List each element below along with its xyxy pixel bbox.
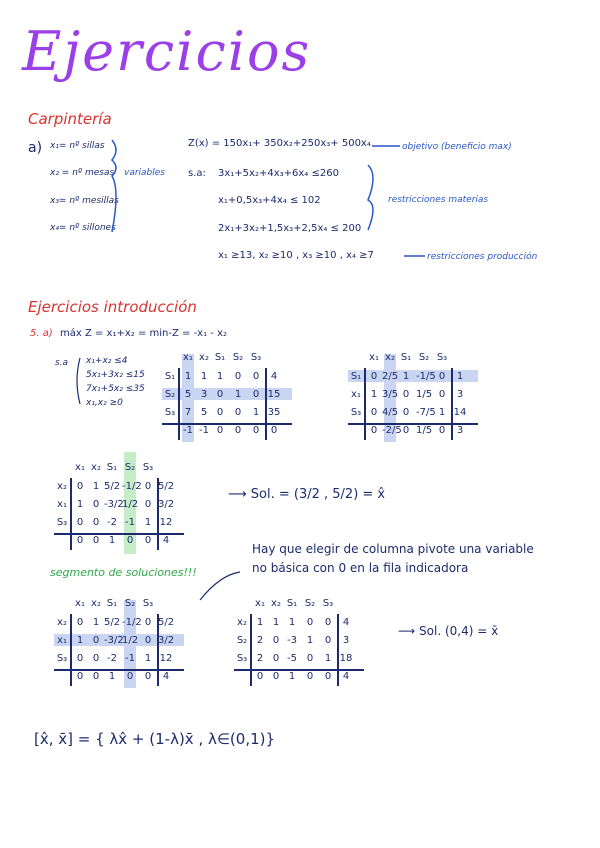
table-cell: -1/2: [122, 617, 142, 628]
pivot-note-line-2: no básica con 0 en la fila indicadora: [252, 561, 469, 575]
row-label: S₂: [236, 635, 248, 646]
table-cell: 0: [92, 671, 100, 682]
table-cell: 1: [108, 671, 116, 682]
table-cell: 0: [306, 653, 314, 664]
table-cell: 1: [256, 617, 264, 628]
table-cell: 0: [402, 407, 410, 418]
table-cell: 0: [272, 653, 280, 664]
table-cell: 12: [159, 517, 173, 528]
table-cell: 1: [234, 389, 242, 400]
table-cell: 1: [200, 371, 208, 382]
row-label: S₁: [350, 371, 362, 382]
table-cell: 3: [200, 389, 208, 400]
constraint2-4: x₁,x₂ ≥0: [86, 398, 123, 408]
column-header: S₃: [142, 462, 154, 473]
table-cell: 1/5: [416, 389, 433, 400]
row-label: x₂: [237, 617, 247, 628]
table-cell: -3: [287, 635, 297, 646]
table-cell: 3: [342, 635, 350, 646]
table-cell: -1/2: [122, 481, 142, 492]
solution-1: ⟶ Sol. = (3/2 , 5/2) = x̂: [228, 487, 386, 502]
table-cell: 1: [216, 371, 224, 382]
table-cell: 0: [324, 617, 332, 628]
table-cell: 0: [92, 517, 100, 528]
table-cell: 0: [126, 671, 134, 682]
column-header: x₁: [255, 598, 265, 609]
column-header: S₁: [106, 598, 118, 609]
table-cell: 0: [126, 535, 134, 546]
arrow-icon: ⟶: [228, 487, 251, 502]
table-cell: 2/5: [382, 371, 399, 382]
column-header: S₁: [286, 598, 298, 609]
table-cell: 2: [256, 635, 264, 646]
table-cell: 0: [402, 425, 410, 436]
row-label: S₃: [56, 653, 68, 664]
solution-2: ⟶ Sol. (0,4) = x̄: [398, 624, 499, 638]
constraint-3: 2x₁+3x₂+1,5x₃+2,5x₄ ≤ 200: [218, 223, 362, 234]
table-cell: 0: [216, 407, 224, 418]
table-cell: 0: [438, 425, 446, 436]
table-cell: 5/2: [104, 617, 121, 628]
table-cell: 1/2: [122, 635, 139, 646]
table-cell: 0: [438, 389, 446, 400]
table-cell: 0: [234, 425, 242, 436]
table-cell: 0: [306, 617, 314, 628]
table-cell: 1: [92, 481, 100, 492]
table-cell: 0: [402, 389, 410, 400]
table-cell: 3: [456, 389, 464, 400]
production-constraints: x₁ ≥13, x₂ ≥10 , x₃ ≥10 , x₄ ≥7: [218, 250, 374, 261]
row-label: x₁: [351, 389, 361, 400]
table-cell: 1: [144, 517, 152, 528]
table-cell: 1: [324, 653, 332, 664]
row-label: x₁: [57, 635, 67, 646]
column-header: S₂: [418, 352, 430, 363]
table-cell: 3/2: [158, 499, 175, 510]
table-cell: 0: [272, 635, 280, 646]
constraint2-2: 5x₁+3x₂ ≤15: [86, 370, 145, 380]
table-cell: 4: [162, 535, 170, 546]
sa2-label: s.a: [55, 358, 69, 368]
row-label: S₃: [236, 653, 248, 664]
column-header: S₃: [322, 598, 334, 609]
table-cell: 1: [144, 653, 152, 664]
exercise-label-5a: 5. a): [30, 328, 53, 339]
row-label: x₁: [57, 499, 67, 510]
table-cell: 0: [144, 499, 152, 510]
table-cell: 5: [200, 407, 208, 418]
table-cell: 0: [324, 671, 332, 682]
table-cell: 0: [252, 389, 260, 400]
table-cell: 5: [184, 389, 192, 400]
table-cell: 0: [144, 671, 152, 682]
table-cell: 1: [306, 635, 314, 646]
pivot-note-line-1: Hay que elegir de columna pivote una variable: [252, 542, 534, 556]
table-cell: -1: [199, 425, 209, 436]
row-label: S₃: [350, 407, 362, 418]
column-header: S₃: [436, 352, 448, 363]
table-cell: 1: [456, 371, 464, 382]
table-cell: 0: [324, 635, 332, 646]
table-cell: 1: [76, 499, 84, 510]
row-label: S₁: [164, 371, 176, 382]
table-cell: 4: [162, 671, 170, 682]
table-cell: 0: [144, 635, 152, 646]
table-cell: 1: [108, 535, 116, 546]
table-cell: 3: [456, 425, 464, 436]
table-cell: -1: [125, 653, 135, 664]
table-cell: 1: [184, 371, 192, 382]
table-cell: 0: [76, 535, 84, 546]
exercise-label-a: a): [28, 140, 43, 156]
table-cell: 0: [92, 653, 100, 664]
table-cell: 5/2: [158, 617, 175, 628]
table-cell: 0: [438, 371, 446, 382]
table-cell: 0: [144, 535, 152, 546]
sa-label: s.a:: [188, 168, 206, 179]
table-cell: 2: [256, 653, 264, 664]
column-header: S₃: [250, 352, 262, 363]
table-cell: 1: [92, 617, 100, 628]
column-header: x₁: [75, 598, 85, 609]
table-cell: 0: [370, 371, 378, 382]
table-cell: -1: [183, 425, 193, 436]
var-x3: x₃= nº mesillas: [50, 196, 119, 206]
table-cell: 0: [76, 653, 84, 664]
table-cell: 4/5: [382, 407, 399, 418]
table-cell: 0: [252, 371, 260, 382]
table-cell: -2/5: [382, 425, 402, 436]
column-header: x₂: [271, 598, 281, 609]
problem-statement: máx Z = x₁+x₂ = min-Z = -x₁ - x₂: [60, 328, 228, 339]
table-cell: 0: [252, 425, 260, 436]
constraint-1: 3x₁+5x₂+4x₃+6x₄ ≤260: [218, 168, 339, 179]
table-cell: 0: [272, 671, 280, 682]
table-cell: 15: [267, 389, 281, 400]
table-cell: 18: [339, 653, 353, 664]
column-header: S₁: [106, 462, 118, 473]
var-x1: x₁= nº sillas: [50, 141, 105, 151]
table-cell: 1: [288, 617, 296, 628]
table-cell: 1: [370, 389, 378, 400]
table-cell: -2: [107, 517, 117, 528]
table-cell: 0: [234, 371, 242, 382]
column-header: S₂: [304, 598, 316, 609]
table-cell: 0: [76, 481, 84, 492]
table-cell: -3/2: [104, 499, 124, 510]
table-cell: 0: [144, 481, 152, 492]
row-label: S₂: [164, 389, 176, 400]
table-cell: 1: [252, 407, 260, 418]
table-cell: 1: [272, 617, 280, 628]
column-header: x₁: [183, 352, 193, 363]
column-header: S₂: [124, 462, 136, 473]
table-cell: 3/2: [158, 635, 175, 646]
arrow-icon: ⟶: [398, 624, 420, 638]
column-header: S₂: [232, 352, 244, 363]
row-label: x₂: [57, 617, 67, 628]
column-header: x₂: [385, 352, 395, 363]
table-cell: 0: [370, 407, 378, 418]
table-cell: 5/2: [104, 481, 121, 492]
section-heading-carpinteria: Carpintería: [28, 110, 112, 128]
constraint2-3: 7x₁+5x₂ ≤35: [86, 384, 145, 394]
table-cell: 12: [159, 653, 173, 664]
table-cell: 0: [306, 671, 314, 682]
objective-function: Z(x) = 150x₁+ 350x₂+250x₃+ 500x₄: [188, 138, 371, 149]
table-cell: 1: [438, 407, 446, 418]
table-cell: -3/2: [104, 635, 124, 646]
table-cell: 0: [76, 617, 84, 628]
objective-note: objetivo (beneficio max): [402, 142, 512, 152]
column-header: x₁: [75, 462, 85, 473]
column-header: x₂: [199, 352, 209, 363]
table-cell: 0: [370, 425, 378, 436]
var-x4: x₄= nº sillones: [50, 223, 116, 233]
table-cell: 4: [342, 671, 350, 682]
table-cell: 0: [92, 499, 100, 510]
table-cell: 0: [76, 517, 84, 528]
column-header: S₁: [400, 352, 412, 363]
column-header: x₂: [91, 598, 101, 609]
constraint-2: x₁+0,5x₃+4x₄ ≤ 102: [218, 195, 321, 206]
page-title: Ejercicios: [22, 20, 312, 83]
row-label: x₂: [57, 481, 67, 492]
table-cell: -5: [287, 653, 297, 664]
table-cell: 0: [144, 617, 152, 628]
vars-note: variables: [124, 168, 165, 178]
table-cell: -1/5: [416, 371, 436, 382]
column-header: x₂: [91, 462, 101, 473]
column-header: S₁: [214, 352, 226, 363]
table-cell: 0: [92, 635, 100, 646]
table-cell: 0: [76, 671, 84, 682]
section-heading-introduccion: Ejercicios introducción: [28, 298, 197, 316]
table-cell: 0: [92, 535, 100, 546]
table-cell: 4: [342, 617, 350, 628]
table-cell: 14: [453, 407, 467, 418]
table-cell: 0: [256, 671, 264, 682]
table-cell: -1: [125, 517, 135, 528]
table-cell: 0: [216, 389, 224, 400]
var-x2: x₂ = nº mesas: [50, 168, 115, 178]
table-cell: -2: [107, 653, 117, 664]
table-cell: 35: [267, 407, 281, 418]
final-formula: [x̂, x̄] = { λx̂ + (1-λ)x̄ , λ∈(0,1)}: [34, 730, 276, 748]
table-cell: -7/5: [416, 407, 436, 418]
table-cell: 1/5: [416, 425, 433, 436]
production-note: restricciones producción: [427, 252, 538, 262]
table-cell: 1: [402, 371, 410, 382]
row-label: S₃: [56, 517, 68, 528]
column-header: S₃: [142, 598, 154, 609]
table-cell: 7: [184, 407, 192, 418]
row-label: S₃: [164, 407, 176, 418]
table-cell: 1/2: [122, 499, 139, 510]
constraint2-1: x₁+x₂ ≤4: [86, 356, 128, 366]
column-header: x₁: [369, 352, 379, 363]
table-cell: 1: [288, 671, 296, 682]
table-cell: 0: [234, 407, 242, 418]
constraints-note: restricciones materias: [388, 195, 489, 205]
column-header: S₂: [124, 598, 136, 609]
table-cell: 3/5: [382, 389, 399, 400]
table-cell: 0: [216, 425, 224, 436]
table-cell: 1: [76, 635, 84, 646]
table-cell: 0: [270, 425, 278, 436]
segment-note: segmento de soluciones!!!: [50, 566, 197, 579]
table-cell: 4: [270, 371, 278, 382]
table-cell: 5/2: [158, 481, 175, 492]
